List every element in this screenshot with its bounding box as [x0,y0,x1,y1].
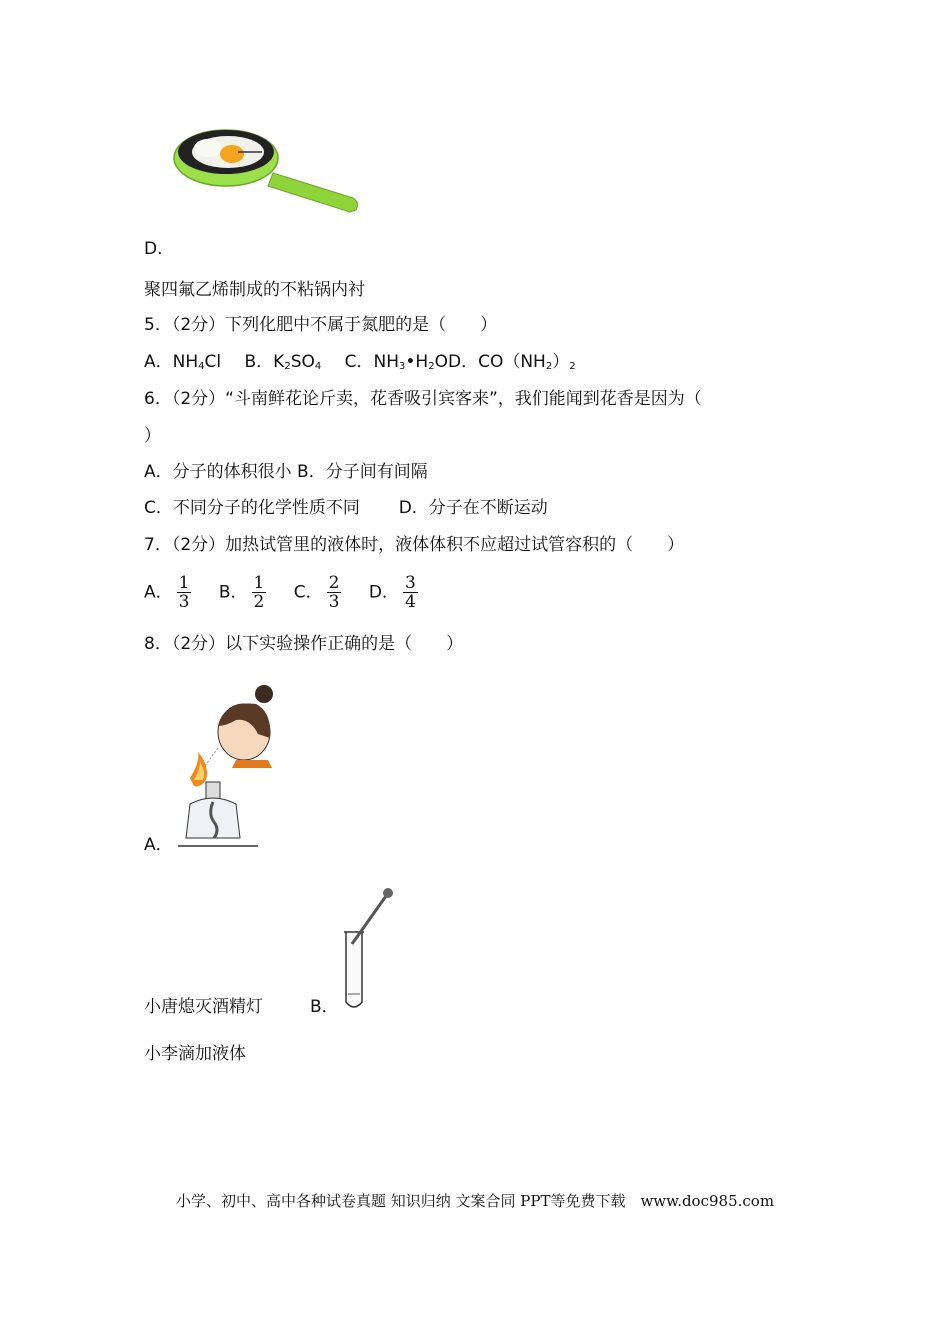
q6-option-d: D．分子在不断运动 [398,498,548,518]
q4-option-d-caption: 聚四氟乙烯制成的不粘锅内衬 [144,280,365,300]
q8-option-b-letter: B． [310,997,339,1017]
q6-options-row2 [144,497,548,519]
q6-option-c: C．不同分子的化学性质不同 [144,498,360,518]
test-tube-dropper-image [338,886,398,1012]
q5-options [144,351,576,378]
q7-option-c: C． $\frac{2}{3}$ [293,573,340,612]
q8-stem: 8．（2分）以下实验操作正确的是（ ） [144,634,464,654]
q5-option-d: D．$CO(NH_2)_2$ [447,352,576,372]
q5-option-a: A．$NH_4Cl$ [144,352,222,372]
q7-option-a: A． $\frac{1}{3}$ [144,573,190,612]
page-footer: 小学、初中、高中各种试卷真题 知识归纳 文案合同 PPT等免费下载 www.doc985.com [175,1192,775,1210]
q6-options-row1: A．分子的体积很小 B．分子间有间隔 [144,462,428,482]
q6-stem: 6．（2分）“斗南鲜花论斤卖，花香吸引宾客来”，我们能闻到花香是因为（ [144,389,702,409]
q7-stem: 7．（2分）加热试管里的液体时，液体体积不应超过试管容积的（ ） [144,535,685,555]
q8-option-b-caption: 小李滴加液体 [144,1044,246,1064]
q8-option-a-caption: 小唐熄灭酒精灯 [144,997,263,1017]
q4-option-d-letter: D. [144,239,163,259]
frying-pan-image [168,118,368,223]
q7-option-d: D． $\frac{3}{4}$ [368,573,416,612]
blowing-alcohol-lamp-image [176,682,291,852]
q5-stem: 5．（2分）下列化肥中不属于氮肥的是（ ） [144,315,498,335]
q7-options [144,574,440,611]
q8-option-a-letter: A． [144,835,173,855]
q5-option-b: B．$K_2SO_4$ [244,352,322,372]
q7-option-b: B． $\frac{1}{2}$ [218,573,265,612]
q5-option-c: C．$NH_3•H_2O$ [344,352,448,372]
q6-stem-cont: ） [144,426,161,446]
